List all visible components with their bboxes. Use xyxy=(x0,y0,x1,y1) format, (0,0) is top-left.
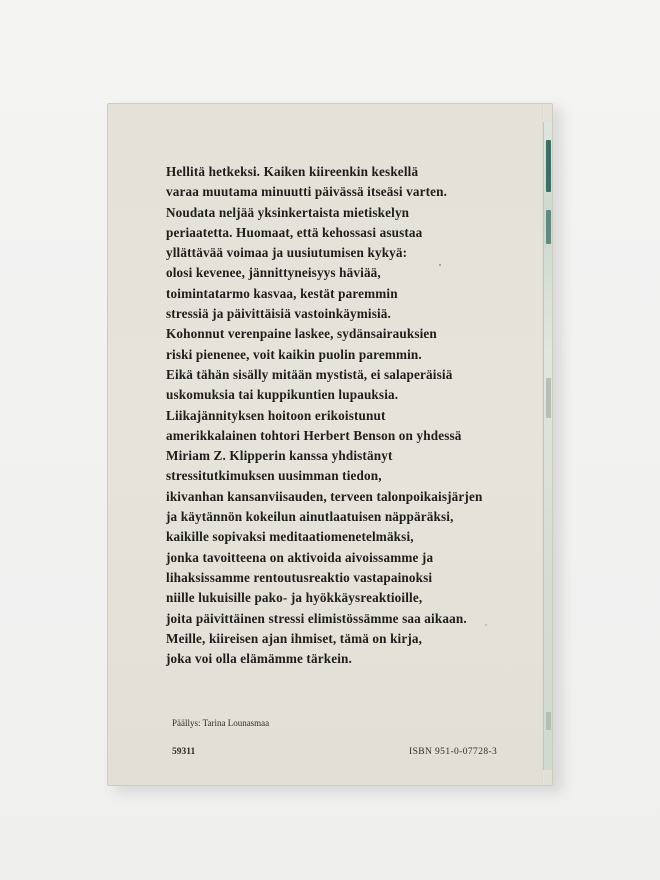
spine-mark xyxy=(546,712,551,730)
blurb-line: Noudata neljää yksinkertaista mietiskelyn xyxy=(166,204,410,220)
spine-mark xyxy=(546,210,551,244)
blurb-line: varaa muutama minuutti päivässä itseäsi varten. xyxy=(166,184,448,200)
blurb-line: periaatetta. Huomaat, että kehossasi asustaa xyxy=(166,224,423,240)
blurb-line: niille lukuisille pako- ja hyökkäysreaktioille, xyxy=(166,590,423,606)
blurb-line: uskomuksia tai kuppikuntien lupauksia. xyxy=(166,387,399,403)
isbn: ISBN 951-0-07728-3 xyxy=(409,747,498,757)
blurb-line: ikivanhan kansanviisauden, terveen talonpoikaisjärjen xyxy=(166,488,483,504)
blurb-line: toimintatarmo kasvaa, kestät paremmin xyxy=(166,285,398,301)
blurb-line: jonka tavoitteena on aktivoida aivoissamme ja xyxy=(166,549,434,565)
blurb-line: joka voi olla elämämme tärkein. xyxy=(166,651,352,667)
blurb-line: Eikä tähän sisälly mitään mystistä, ei salaperäisiä xyxy=(166,366,453,382)
cover-credit: Päällys: Tarina Lounasmaa xyxy=(172,718,270,728)
blurb-text xyxy=(166,162,526,669)
blurb-line: Kohonnut verenpaine laskee, sydänsairauksien xyxy=(166,326,437,342)
blurb-line: joita päivittäinen stressi elimistössämme saa aikaan. xyxy=(166,610,467,626)
item-number: 59311 xyxy=(172,747,196,757)
blurb-line: yllättävää voimaa ja uusiutumisen kykyä: xyxy=(166,245,408,261)
blurb-line: Meille, kiireisen ajan ihmiset, tämä on kirja, xyxy=(166,630,423,646)
blurb-line: ja käytännön kokeilun ainutlaatuisen näppäräksi, xyxy=(166,509,454,525)
spine-mark xyxy=(546,378,551,418)
spine-mark xyxy=(546,140,551,192)
blurb-line: lihaksissamme rentoutusreaktio vastapainoksi xyxy=(166,569,433,585)
paper-speck xyxy=(320,514,322,516)
blurb-line: Liikajännityksen hoitoon erikoistunut xyxy=(166,407,386,423)
blurb-line: riski pienenee, voit kaikin puolin paremmin. xyxy=(166,346,422,362)
book-back-cover xyxy=(107,103,553,786)
blurb-line: olosi kevenee, jännittyneisyys häviää, xyxy=(166,265,381,281)
paper-speck xyxy=(485,624,487,626)
blurb-line: kaikille sopivaksi meditaatiomenetelmäksi, xyxy=(166,529,414,545)
blurb-line: Hellitä hetkeksi. Kaiken kiireenkin keskellä xyxy=(166,164,419,179)
paper-speck xyxy=(439,264,441,266)
blurb-line: stressitutkimuksen uusimman tiedon, xyxy=(166,468,382,484)
spine-edge xyxy=(543,122,552,770)
blurb-line: amerikkalainen tohtori Herbert Benson on yhdessä xyxy=(166,427,462,443)
blurb-line: stressiä ja päivittäisiä vastoinkäymisiä. xyxy=(166,306,391,322)
blurb-line: Miriam Z. Klipperin kanssa yhdistänyt xyxy=(166,448,393,464)
